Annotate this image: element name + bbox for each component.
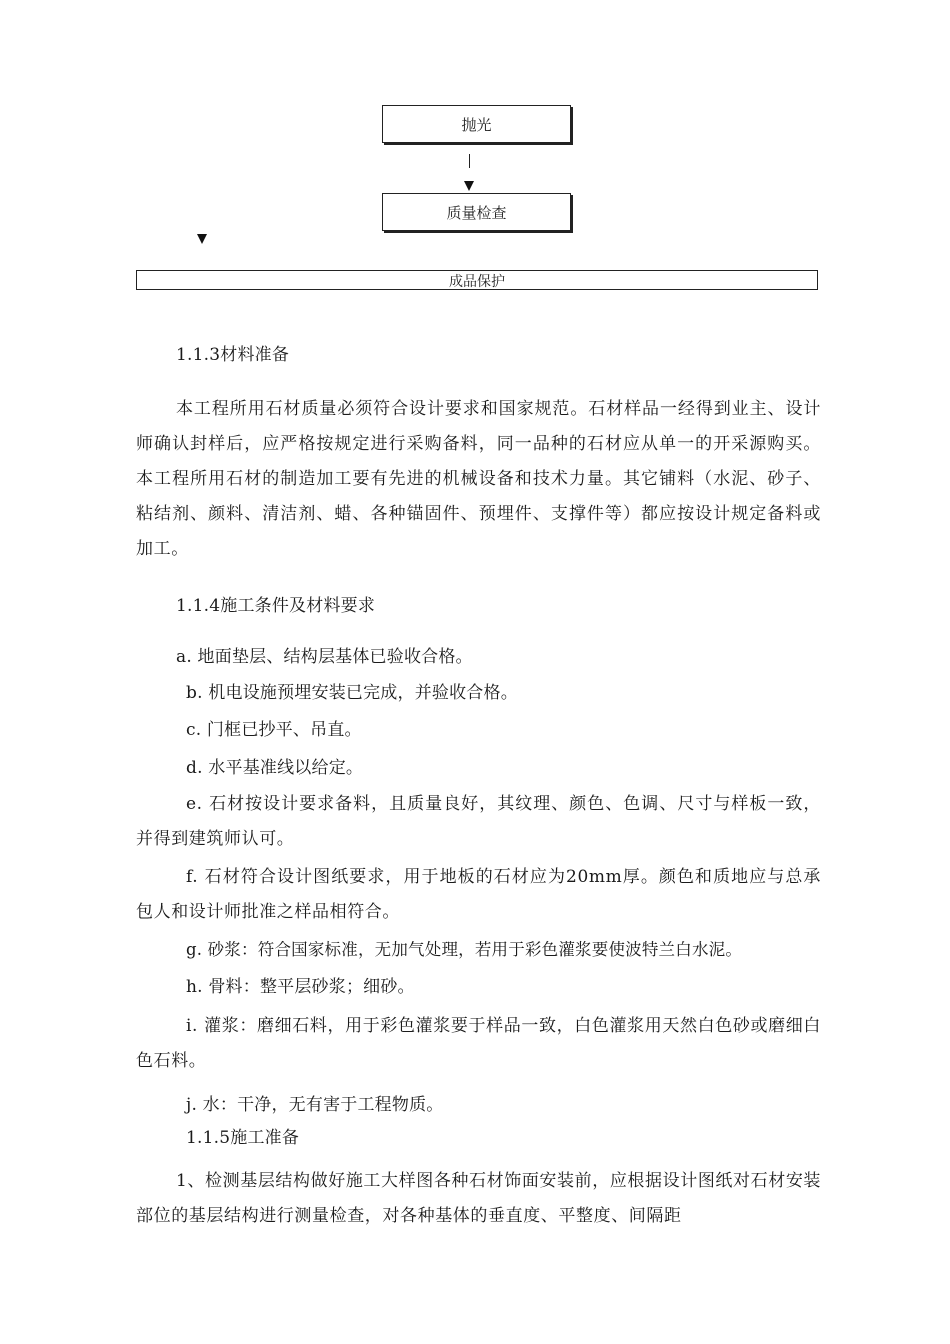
flow-connector-line: [469, 154, 470, 168]
list-item-f: f. 石材符合设计图纸要求，用于地板的石材应为20mm厚。颜色和质地应与总承包人和设计师批准之样品相符合。: [136, 867, 821, 922]
list-item-i: i. 灌浆：磨细石料，用于彩色灌浆要于样品一致，白色灌浆用天然白色砂或磨细白色石料。: [136, 1016, 821, 1071]
arrow-down-icon: [197, 234, 207, 244]
flow-step-quality-check: [382, 193, 571, 231]
list-item-e: e. 石材按设计要求备料，且质量良好，其纹理、颜色、色调、尺寸与样板一致，并得到建筑师认可。: [136, 794, 821, 849]
list-item-j: j. 水：干净，无有害于工程物质。: [186, 1095, 444, 1115]
section-body-1-1-5: 1、检测基层结构做好施工大样图各种石材饰面安装前，应根据设计图纸对石材安装部位的基层结构进行测量检查，对各种基体的垂直度、平整度、间隔距: [136, 1171, 822, 1226]
section-heading-1-1-4: 1.1.4施工条件及材料要求: [176, 596, 376, 616]
list-item-a: a. 地面垫层、结构层基体已验收合格。: [176, 647, 473, 667]
list-item-c: c. 门框已抄平、吊直。: [186, 720, 362, 740]
flow-step-polish: [382, 105, 571, 143]
section-heading-1-1-5: 1.1.5施工准备: [186, 1128, 300, 1148]
list-item-h: h. 骨料：整平层砂浆；细砂。: [186, 977, 415, 997]
arrow-down-icon: [464, 181, 474, 191]
section-body-1-1-3: 本工程所用石材质量必须符合设计要求和国家规范。石材样品一经得到业主、设计师确认封样后，应严格按规定进行采购备料，同一品种的石材应从单一的开采源购买。本工程所用石材的制造加工要有先进的机械设备和技术力量。其它铺料（水泥、砂子、粘结剂、颜料、清洁剂、蜡、各种锚固件、预埋件、支撑件等）都应按设计规定备料或加工。: [136, 399, 821, 559]
list-item-g: g. 砂浆：符合国家标准，无加气处理，若用于彩色灌浆要使波特兰白水泥。: [186, 940, 743, 959]
list-item-b: b. 机电设施预埋安装已完成，并验收合格。: [186, 683, 518, 703]
section-heading-1-1-3: 1.1.3材料准备: [176, 345, 290, 365]
list-item-d: d. 水平基准线以给定。: [186, 758, 364, 778]
flow-step-product-protection: [136, 270, 818, 290]
flow-step-polish-label: 抛光: [461, 115, 492, 134]
flow-step-quality-label: 质量检查: [446, 203, 507, 222]
flow-step-protect-label: 成品保护: [449, 274, 505, 290]
